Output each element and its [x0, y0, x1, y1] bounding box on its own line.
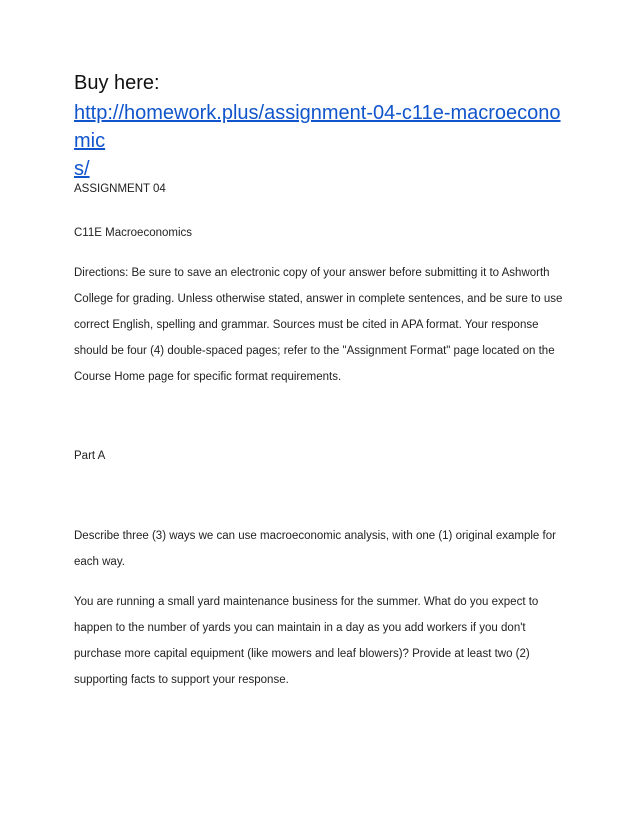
purchase-link-line-2[interactable]: s/ [74, 158, 90, 180]
directions-line-5: Course Home page for specific format requirements. [74, 371, 342, 383]
part-a-label: Part A [74, 450, 106, 462]
question-1-line-1: Describe three (3) ways we can use macroeconomic analysis, with one (1) original example for [74, 530, 556, 542]
buy-here-label: Buy here: [74, 72, 160, 94]
directions-line-4: should be four (4) double-spaced pages; refer to the "Assignment Format" page located on the [74, 345, 555, 357]
assignment-heading: ASSIGNMENT 04 [74, 183, 166, 195]
question-2-line-4: supporting facts to support your response. [74, 674, 289, 686]
directions-line-2: College for grading. Unless otherwise stated, answer in complete sentences, and be sure to use [74, 293, 563, 305]
directions-line-3: correct English, spelling and grammar. Sources must be cited in APA format. Your response [74, 319, 539, 331]
question-1-line-2: each way. [74, 556, 125, 568]
purchase-link-line-1[interactable]: http://homework.plus/assignment-04-c11e-macroeconomic [74, 102, 561, 152]
question-2-line-1: You are running a small yard maintenance business for the summer. What do you expect to [74, 596, 539, 608]
course-title: C11E Macroeconomics [74, 227, 193, 239]
purchase-link[interactable] [74, 99, 574, 183]
question-2-line-2: happen to the number of yards you can maintain in a day as you add workers if you don't [74, 622, 526, 634]
question-2-line-3: purchase more capital equipment (like mowers and leaf blowers)? Provide at least two (2) [74, 648, 530, 660]
directions-line-1: Directions: Be sure to save an electronic copy of your answer before submitting it to Ashworth [74, 267, 550, 279]
